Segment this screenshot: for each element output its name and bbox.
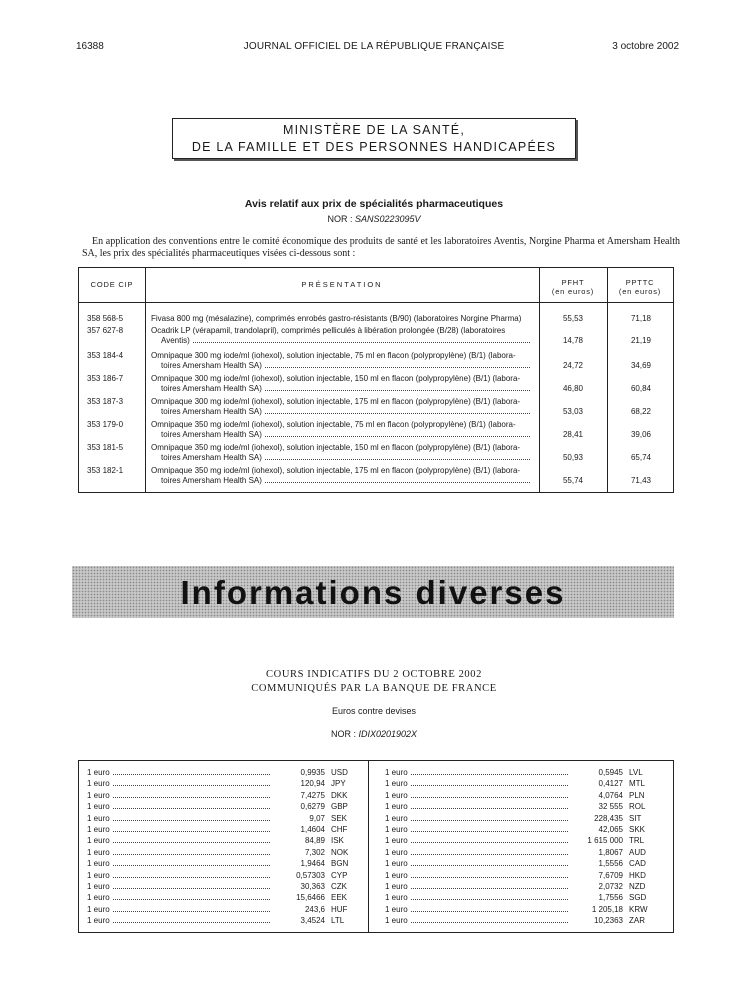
price-table-header-divider <box>79 302 673 303</box>
exchange-label: 1 euro <box>385 847 408 857</box>
exchange-row <box>385 870 655 881</box>
cours-title-line-2: COMMUNIQUÉS PAR LA BANQUE DE FRANCE <box>251 683 497 694</box>
dot-leader <box>113 842 270 843</box>
cip-code: 357 627-8 <box>87 326 124 335</box>
exchange-value: 2,0732 <box>598 881 623 891</box>
exchange-value: 1,8067 <box>598 847 623 857</box>
currency-code: AUD <box>629 847 646 857</box>
currency-code: DKK <box>331 790 348 800</box>
presentation-line-2 <box>151 407 533 417</box>
exchange-label: 1 euro <box>87 870 110 880</box>
exchange-label: 1 euro <box>87 893 110 903</box>
exchange-label: 1 euro <box>87 881 110 891</box>
presentation-line-2 <box>151 430 533 440</box>
exchange-row <box>87 835 357 846</box>
presentation-line-1: Fivasa 800 mg (mésalazine), comprimés enrobés gastro-résistants (B/90) (laboratoires Norgine Pharma) <box>151 314 522 323</box>
ppttc-value: 68,22 <box>630 407 652 416</box>
exchange-row <box>385 824 655 835</box>
presentation-cell <box>151 314 533 324</box>
currency-code: CYP <box>331 870 348 880</box>
currency-code: JPY <box>331 779 346 789</box>
currency-code: SEK <box>331 813 348 823</box>
exchange-row <box>87 778 357 789</box>
ppttc-value: 71,18 <box>630 314 652 323</box>
avis-intro-paragraph: En application des conventions entre le comité économique des produits de santé et les laboratoires Aventis, Norgine Pharma et Amersham Health SA, les prix des spécialités pharmaceutiques visées ci-dessous sont : <box>82 236 680 259</box>
presentation-line-2-text: toires Amersham Health SA) <box>161 453 262 462</box>
dot-leader <box>113 820 270 821</box>
dot-leader <box>113 774 270 775</box>
cip-code: 353 181-5 <box>87 443 124 452</box>
exchange-value: 32 555 <box>598 802 623 812</box>
exchange-label: 1 euro <box>87 859 110 869</box>
exchange-row <box>87 904 357 915</box>
currency-code: KRW <box>629 904 648 914</box>
exchange-row <box>385 858 655 869</box>
avis-nor-code: SANS0223095V <box>354 214 421 224</box>
ppttc-value: 34,69 <box>630 361 652 370</box>
exchange-row <box>87 847 357 858</box>
exchange-value: 120,94 <box>300 779 325 789</box>
dot-leader <box>113 808 270 809</box>
exchange-value: 1 615 000 <box>587 836 623 846</box>
exchange-label: 1 euro <box>385 813 408 823</box>
presentation-line-2 <box>151 336 533 346</box>
exchange-value: 9,07 <box>309 813 325 823</box>
exchange-row <box>87 790 357 801</box>
page-number: 16388 <box>76 41 104 52</box>
exchange-label: 1 euro <box>87 916 110 926</box>
presentation-line-2 <box>151 476 533 486</box>
exchange-value: 0,57303 <box>296 870 325 880</box>
avis-title: Avis relatif aux prix de spécialités pharmaceutiques <box>244 198 504 210</box>
exchange-value: 228,435 <box>594 813 623 823</box>
dot-leader <box>411 911 568 912</box>
pfht-value: 55,74 <box>562 476 584 485</box>
presentation-line-2 <box>151 384 533 394</box>
presentation-line-2-text: toires Amersham Health SA) <box>161 407 262 416</box>
presentation-line-2 <box>151 361 533 371</box>
exchange-label: 1 euro <box>87 790 110 800</box>
cip-code: 353 184-4 <box>87 351 124 360</box>
cours-nor-label: NOR : <box>330 729 356 739</box>
ppttc-value: 65,74 <box>630 453 652 462</box>
pfht-value: 55,53 <box>562 314 584 323</box>
exchange-row <box>87 892 357 903</box>
presentation-cell <box>151 420 533 440</box>
dot-leader <box>265 361 530 368</box>
exchange-label: 1 euro <box>87 813 110 823</box>
exchange-label: 1 euro <box>385 904 408 914</box>
cours-nor-code: IDIX0201902X <box>358 729 418 739</box>
currency-code: SIT <box>629 813 642 823</box>
exchange-label: 1 euro <box>385 881 408 891</box>
exchange-row <box>87 813 357 824</box>
dot-leader <box>265 430 530 437</box>
dot-leader <box>411 877 568 878</box>
dot-leader <box>411 899 568 900</box>
exchange-value: 7,4275 <box>300 790 325 800</box>
currency-code: HKD <box>629 870 646 880</box>
exchange-value: 42,065 <box>598 824 623 834</box>
ppttc-value: 39,06 <box>630 430 652 439</box>
exchange-value: 243,6 <box>304 904 325 914</box>
currency-code: ZAR <box>629 916 645 926</box>
cip-code: 358 568-5 <box>87 314 124 323</box>
dot-leader <box>113 785 270 786</box>
dot-leader <box>113 888 270 889</box>
exchange-row <box>385 801 655 812</box>
exchange-label: 1 euro <box>385 870 408 880</box>
avis-nor-label: NOR : <box>327 214 353 224</box>
ministry-heading-box <box>172 118 576 159</box>
dot-leader <box>411 922 568 923</box>
price-table <box>78 267 674 493</box>
dot-leader <box>411 820 568 821</box>
exchange-row <box>385 881 655 892</box>
exchange-row <box>385 767 655 778</box>
presentation-cell <box>151 443 533 463</box>
exchange-label: 1 euro <box>87 824 110 834</box>
exchange-label: 1 euro <box>87 768 110 777</box>
currency-code: MTL <box>629 779 645 789</box>
currency-code: LVL <box>629 768 643 777</box>
exchange-value: 0,4127 <box>598 779 623 789</box>
pfht-value: 24,72 <box>562 361 584 370</box>
dot-leader <box>411 808 568 809</box>
dot-leader <box>265 384 530 391</box>
header-pfht-label: PFHT <box>561 278 585 287</box>
header-ppttc <box>607 278 673 296</box>
exchange-value: 30,363 <box>300 881 325 891</box>
exchange-row <box>385 813 655 824</box>
exchange-column-left <box>87 767 357 926</box>
currency-code: USD <box>331 768 348 777</box>
avis-nor <box>0 214 748 224</box>
ppttc-value: 71,43 <box>630 476 652 485</box>
cours-title-line-1: COURS INDICATIFS DU 2 OCTOBRE 2002 <box>266 669 482 680</box>
cip-code: 353 182-1 <box>87 466 124 475</box>
exchange-row <box>385 835 655 846</box>
currency-code: NZD <box>629 881 646 891</box>
currency-code: BGN <box>331 859 349 869</box>
presentation-line-1: Omnipaque 350 mg iode/ml (iohexol), solution injectable, 175 ml en flacon (polypropylène) (B/1) (labora- <box>151 466 521 475</box>
dot-leader <box>113 797 270 798</box>
exchange-value: 1,5556 <box>598 859 623 869</box>
presentation-cell <box>151 374 533 394</box>
exchange-label: 1 euro <box>87 904 110 914</box>
exchange-value: 0,9935 <box>300 768 325 777</box>
exchange-row <box>385 790 655 801</box>
exchange-row <box>385 904 655 915</box>
exchange-label: 1 euro <box>385 893 408 903</box>
dot-leader <box>113 831 270 832</box>
header-ppttc-unit: (en euros) <box>618 287 662 296</box>
header-pfht-unit: (en euros) <box>551 287 595 296</box>
exchange-value: 1,4604 <box>300 824 325 834</box>
ministry-line-2: DE LA FAMILLE ET DES PERSONNES HANDICAPÉES <box>191 140 557 154</box>
exchange-label: 1 euro <box>87 779 110 789</box>
dot-leader <box>113 865 270 866</box>
exchange-value: 1,9464 <box>300 859 325 869</box>
dot-leader <box>113 911 270 912</box>
dot-leader <box>411 865 568 866</box>
pfht-value: 46,80 <box>562 384 584 393</box>
exchange-table-divider <box>368 761 369 932</box>
dot-leader <box>193 336 530 343</box>
currency-code: CAD <box>629 859 646 869</box>
cip-code: 353 179-0 <box>87 420 124 429</box>
section-banner-title: Informations diverses <box>180 574 566 611</box>
pfht-value: 28,41 <box>562 430 584 439</box>
currency-code: ISK <box>331 836 344 846</box>
exchange-row <box>385 847 655 858</box>
exchange-label: 1 euro <box>87 802 110 812</box>
exchange-label: 1 euro <box>385 802 408 812</box>
presentation-line-2-text: toires Amersham Health SA) <box>161 384 262 393</box>
exchange-value: 3,4524 <box>300 916 325 926</box>
exchange-value: 7,6709 <box>598 870 623 880</box>
pfht-value: 50,93 <box>562 453 584 462</box>
exchange-rate-table <box>78 760 674 933</box>
presentation-cell <box>151 326 533 346</box>
dot-leader <box>411 797 568 798</box>
exchange-value: 84,89 <box>304 836 325 846</box>
currency-code: LTL <box>331 916 345 926</box>
dot-leader <box>411 842 568 843</box>
presentation-line-1: Omnipaque 300 mg iode/ml (iohexol), solution injectable, 75 ml en flacon (polypropylène) (B/1) (labora- <box>151 351 516 360</box>
currency-code: SKK <box>629 824 646 834</box>
presentation-line-1: Omnipaque 300 mg iode/ml (iohexol), solution injectable, 175 ml en flacon (polypropylène) (B/1) (labora- <box>151 397 521 406</box>
currency-code: CZK <box>331 881 347 891</box>
presentation-line-2-text: Aventis) <box>161 336 190 345</box>
ppttc-value: 21,19 <box>630 336 652 345</box>
exchange-label: 1 euro <box>385 779 408 789</box>
presentation-line-2 <box>151 453 533 463</box>
currency-code: ROL <box>629 802 646 812</box>
exchange-row <box>385 778 655 789</box>
exchange-row <box>87 824 357 835</box>
exchange-label: 1 euro <box>385 824 408 834</box>
dot-leader <box>411 888 568 889</box>
exchange-label: 1 euro <box>385 768 408 777</box>
exchange-label: 1 euro <box>385 836 408 846</box>
dot-leader <box>113 922 270 923</box>
presentation-line-2-text: toires Amersham Health SA) <box>161 430 262 439</box>
exchange-value: 7,302 <box>304 847 325 857</box>
exchange-label: 1 euro <box>385 859 408 869</box>
exchange-value: 0,5945 <box>598 768 623 777</box>
currency-code: EEK <box>331 893 348 903</box>
presentation-line-2-text: toires Amersham Health SA) <box>161 361 262 370</box>
ministry-line-1: MINISTÈRE DE LA SANTÉ, <box>283 123 465 137</box>
exchange-value: 1,7556 <box>598 893 623 903</box>
presentation-line-1: Omnipaque 350 mg iode/ml (iohexol), solution injectable, 75 ml en flacon (polypropylène) (B/1) (labora- <box>151 420 516 429</box>
dot-leader <box>113 854 270 855</box>
dot-leader <box>411 854 568 855</box>
currency-code: NOK <box>331 847 349 857</box>
cours-nor <box>0 729 748 739</box>
header-pfht <box>539 278 607 296</box>
presentation-cell <box>151 397 533 417</box>
dot-leader <box>265 476 530 483</box>
exchange-row <box>87 881 357 892</box>
issue-date: 3 octobre 2002 <box>612 41 679 52</box>
presentation-line-2-text: toires Amersham Health SA) <box>161 476 262 485</box>
presentation-cell <box>151 351 533 371</box>
dot-leader <box>411 831 568 832</box>
exchange-label: 1 euro <box>385 790 408 800</box>
currency-code: GBP <box>331 802 348 812</box>
currency-code: PLN <box>629 790 645 800</box>
cip-code: 353 187-3 <box>87 397 124 406</box>
exchange-label: 1 euro <box>87 836 110 846</box>
currency-code: SGD <box>629 893 647 903</box>
exchange-value: 4,0764 <box>598 790 623 800</box>
cip-code: 353 186-7 <box>87 374 124 383</box>
header-code: CODE CIP <box>90 280 134 289</box>
dot-leader <box>265 453 530 460</box>
exchange-label: 1 euro <box>87 847 110 857</box>
exchange-row <box>87 767 357 778</box>
exchange-value: 10,2363 <box>594 916 623 926</box>
dot-leader <box>265 407 530 414</box>
currency-code: HUF <box>331 904 348 914</box>
dot-leader <box>411 785 568 786</box>
exchange-row <box>87 870 357 881</box>
pfht-value: 53,03 <box>562 407 584 416</box>
exchange-row <box>87 915 357 926</box>
dot-leader <box>113 877 270 878</box>
currency-code: CHF <box>331 824 348 834</box>
exchange-value: 1 205,18 <box>591 904 623 914</box>
presentation-line-1: Omnipaque 300 mg iode/ml (iohexol), solution injectable, 150 ml en flacon (polypropylène) (B/1) (labora- <box>151 374 521 383</box>
exchange-value: 15,6466 <box>296 893 325 903</box>
exchange-column-right <box>385 767 655 926</box>
journal-title: JOURNAL OFFICIEL DE LA RÉPUBLIQUE FRANÇAISE <box>243 41 505 52</box>
dot-leader <box>411 774 568 775</box>
presentation-line-1: Ocadrik LP (vérapamil, trandolapril), comprimés pelliculés à libération prolongée (B/28) (laboratoires <box>151 326 506 335</box>
presentation-line-1: Omnipaque 350 mg iode/ml (iohexol), solution injectable, 150 ml en flacon (polypropylène) (B/1) (labora- <box>151 443 521 452</box>
exchange-row <box>87 858 357 869</box>
ppttc-value: 60,84 <box>630 384 652 393</box>
header-ppttc-label: PPTTC <box>625 278 655 287</box>
exchange-row <box>87 801 357 812</box>
exchange-row <box>385 892 655 903</box>
pfht-value: 14,78 <box>562 336 584 345</box>
dot-leader <box>113 899 270 900</box>
exchange-value: 0,6279 <box>300 802 325 812</box>
exchange-row <box>385 915 655 926</box>
exchange-label: 1 euro <box>385 916 408 926</box>
cours-subtitle: Euros contre devises <box>331 706 417 716</box>
currency-code: TRL <box>629 836 645 846</box>
header-presentation: PRÉSENTATION <box>301 280 383 289</box>
presentation-cell <box>151 466 533 486</box>
